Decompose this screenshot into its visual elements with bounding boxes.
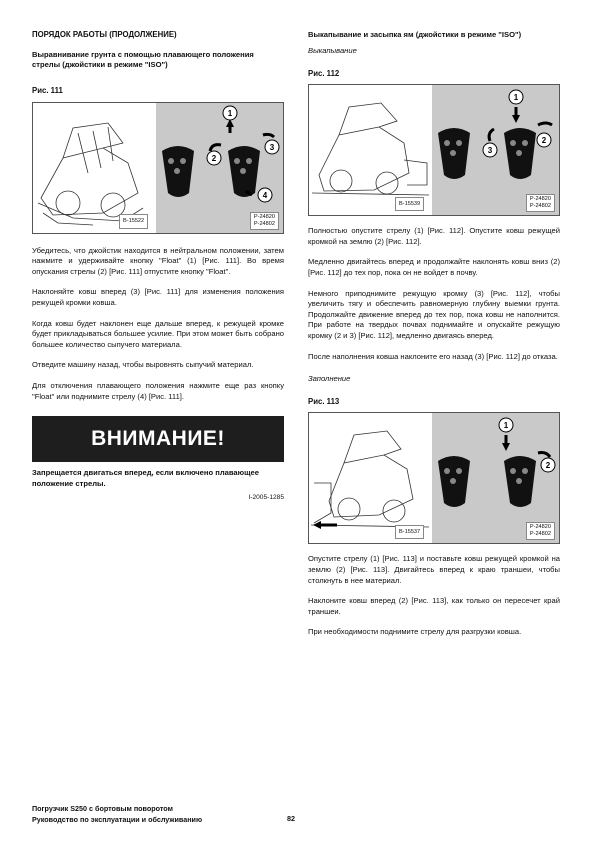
paragraph: Отведите машину назад, чтобы выровнять сыпучий материал. (32, 360, 254, 370)
right-column (308, 30, 560, 638)
paragraph: Немного приподнимите режущую кромку (3) [Рис. 112], чтобы увеличить тягу и обеспечить равномерную глубину выемки грунта. Продолжайте движение вперед до тех пор, пока ковш не наполнится. При работе на твердых почвах поднимайте и опускайте режущую кромку (2 и 3) [Рис. 112], медленно двигаясь вперед. (308, 288, 560, 340)
code-line-1: P-24820 (529, 196, 551, 203)
subheading-dig-fill: Выкапывание и засыпка ям (джойстики в режиме "ISO") (308, 30, 522, 39)
figure-111-label: Рис. 111 (32, 86, 63, 95)
callout-4: 4 (262, 190, 268, 200)
callout-1: 1 (227, 108, 233, 118)
paragraph: Полностью опустите стрелу (1) [Рис. 112]. Опустите ковш режущей кромкой на землю (2) [Рис. 112]. (308, 226, 560, 246)
figure-code-right (526, 194, 555, 212)
callout-3: 3 (269, 142, 275, 152)
figure-111 (32, 102, 284, 234)
code-line-2: P-24802 (253, 220, 275, 227)
figure-112-label: Рис. 112 (308, 68, 340, 78)
subheading-float-leveling: Выравнивание грунта с помощью плавающего положения стрелы (джойстики в режиме "ISO") (32, 50, 254, 69)
figure-code-right (250, 212, 279, 230)
paragraph: При необходимости поднимите стрелу для разгрузки ковша. (308, 627, 522, 637)
left-column (32, 30, 284, 504)
callout-1: 1 (513, 93, 519, 103)
footer-line-1: Погрузчик S250 с бортовым поворотом (32, 804, 173, 813)
subheading-digging: Выкапывание (308, 46, 357, 55)
callout-2: 2 (211, 153, 217, 163)
subheading-filling: Заполнение (308, 374, 351, 384)
footer (32, 803, 202, 825)
figure-112 (308, 84, 560, 216)
figure-code-left: B-15539 (395, 197, 424, 212)
figure-code-left: B-15537 (395, 525, 424, 540)
callout-3: 3 (487, 146, 493, 156)
code-line-1: P-24820 (529, 524, 551, 531)
page-number: 82 (287, 814, 295, 823)
footer-line-2: Руководство по эксплуатации и обслуживанию (32, 815, 203, 824)
paragraph: После наполнения ковша наклоните его назад (3) [Рис. 112] до отказа. (308, 351, 558, 361)
paragraph: Наклоняйте ковш вперед (3) [Рис. 111] для изменения положения режущей кромки ковша. (32, 287, 284, 307)
figure-113-label: Рис. 113 (308, 396, 340, 406)
paragraph: Убедитесь, что джойстик находится в нейтральном положении, затем нажмите и удерживайте кнопку "Float" (1) [Рис. 111]. Во время опускания стрелы (2) [Рис. 111] отпустите кнопку "Float". (32, 245, 284, 276)
code-line-2: P-24802 (529, 531, 551, 538)
paragraph: Когда ковш будет наклонен еще дальше вперед, к режущей кромке будет прикладываться большее усилие. При этом может быть собрано большее количество сыпучего материала. (32, 318, 284, 349)
callout-1: 1 (503, 421, 509, 431)
callout-2: 2 (541, 136, 547, 146)
warning-banner: ВНИМАНИЕ! (32, 416, 284, 462)
figure-code-right (526, 522, 555, 540)
paragraph: Для отключения плавающего положения нажмите еще раз кнопку "Float" или поднимите стрелу (4) [Рис. 111]. (32, 380, 284, 401)
callout-2: 2 (545, 461, 551, 471)
code-line-1: P-24820 (253, 213, 275, 220)
figure-code-left: B-15522 (119, 214, 148, 229)
code-line-2: P-24802 (529, 203, 551, 210)
paragraph: Медленно двигайтесь вперед и продолжайте наклонять ковш вниз (2) [Рис. 112] до тех пор, пока он не войдет в почву. (308, 257, 560, 277)
paragraph: Опустите стрелу (1) [Рис. 113] и поставьте ковш режущей кромкой на землю (2) [Рис. 113]. Двигайтесь вперед к краю траншеи, чтобы столкнуть в нее материал. (308, 554, 560, 585)
paragraph: Наклоните ковш вперед (2) [Рис. 113], как только он пересечет край траншеи. (308, 596, 560, 616)
warning-code: I-2005-1285 (248, 494, 284, 502)
figure-113 (308, 412, 560, 544)
section-heading: ПОРЯДОК РАБОТЫ (ПРОДОЛЖЕНИЕ) (32, 30, 177, 39)
warning-text: Запрещается двигаться вперед, если включено плавающее положение стрелы. (32, 468, 259, 488)
